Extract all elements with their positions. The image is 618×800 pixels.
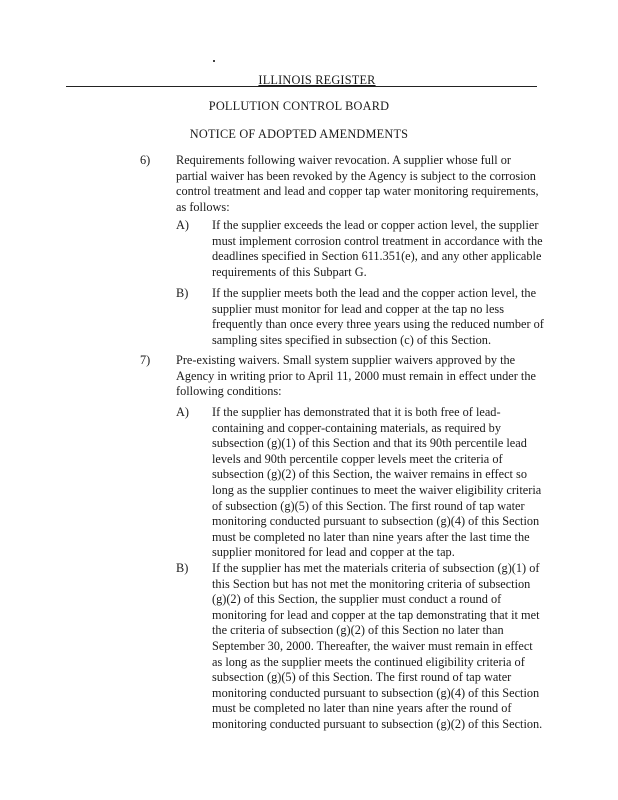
text-line: Agency in writing prior to April 11, 2000 must remain in effect under the	[176, 368, 536, 383]
text-line: supplier must monitor for lead and copper at the tap no less	[212, 301, 504, 316]
text-line: must be completed no later than nine years after the round of	[212, 701, 512, 716]
item-6-text	[176, 153, 539, 215]
text-line: If the supplier has met the materials criteria of subsection (g)(1) of	[212, 561, 540, 575]
text-line: requirements of this Subpart G.	[212, 264, 367, 279]
text-line: must be completed no later than nine years after the last time the	[212, 529, 530, 544]
text-line: as follows:	[176, 199, 230, 214]
text-line: Pre-existing waivers. Small system supplier waivers approved by the	[176, 353, 516, 367]
text-line: the criteria of subsection (g)(2) of this Section no later than	[212, 623, 504, 638]
text-line: supplier monitored for lead and copper at the tap.	[212, 545, 455, 560]
item-7-text	[176, 353, 536, 400]
text-line: monitoring conducted pursuant to subsection (g)(4) of this Section	[212, 514, 540, 529]
item-7b-label: B)	[176, 561, 189, 575]
text-line: If the supplier has demonstrated that it is both free of lead-	[212, 405, 501, 419]
text-line: control treatment and lead and copper tap water monitoring requirements,	[176, 184, 539, 199]
item-6b-label: B)	[176, 286, 189, 300]
text-line: sampling sites specified in subsection (c) of this Section.	[212, 332, 492, 347]
item-7b-text	[212, 561, 542, 733]
text-line: subsection (g)(1) of this Section and that its 90th percentile lead	[212, 436, 527, 451]
text-line: this Section but has not met the monitoring criteria of subsection	[212, 576, 531, 591]
text-line: of subsection (g)(5) of this Section. The first round of tap water	[212, 498, 525, 513]
item-7a-text	[212, 405, 541, 561]
text-line: partial waiver has been revoked by the Agency is subject to the corrosion	[176, 168, 536, 183]
text-line: levels and 90th percentile copper levels meet the criteria of	[212, 451, 503, 466]
text-line: If the supplier meets both the lead and the copper action level, the	[212, 286, 537, 300]
text-line: subsection (g)(2) of this Section, the waiver remains in effect so	[212, 467, 527, 482]
scan-speck	[213, 60, 215, 62]
text-line: monitoring conducted pursuant to subsection (g)(4) of this Section	[212, 685, 540, 700]
board-title: POLLUTION CONTROL BOARD	[208, 99, 390, 113]
text-line: containing and copper-containing materials, as required by	[212, 420, 501, 435]
text-line: long as the supplier continues to meet the waiver eligibility criteria	[212, 482, 542, 497]
header-rule	[66, 86, 537, 87]
text-line: following conditions:	[176, 384, 282, 399]
text-line: as long as the supplier meets the continued eligibility criteria of	[212, 654, 525, 669]
text-line: (g)(2) of this Section, the supplier must conduct a round of	[212, 592, 502, 607]
item-6b-text	[212, 286, 544, 348]
item-6a-label: A)	[176, 218, 189, 232]
register-title: ILLINOIS REGISTER	[258, 73, 376, 87]
text-line: subsection (g)(5) of this Section. The first round of tap water	[212, 670, 512, 685]
item-6a-text	[212, 218, 543, 280]
item-7-number: 7)	[140, 353, 151, 367]
item-6-number: 6)	[140, 153, 151, 167]
item-7a-label: A)	[176, 405, 189, 419]
text-line: must implement corrosion control treatment in accordance with the	[212, 233, 543, 248]
text-line: monitoring for lead and copper at the tap demonstrating that it met	[212, 607, 540, 622]
text-line: Requirements following waiver revocation. A supplier whose full or	[176, 153, 512, 167]
text-line: frequently than once every three years using the reduced number of	[212, 317, 544, 332]
text-line: deadlines specified in Section 611.351(e), and any other applicable	[212, 249, 542, 264]
text-line: September 30, 2000. Thereafter, the waiver must remain in effect	[212, 638, 533, 653]
text-line: monitoring conducted pursuant to subsection (g)(2) of this Section.	[212, 716, 543, 731]
notice-title: NOTICE OF ADOPTED AMENDMENTS	[189, 127, 409, 141]
text-line: If the supplier exceeds the lead or copper action level, the supplier	[212, 218, 539, 232]
